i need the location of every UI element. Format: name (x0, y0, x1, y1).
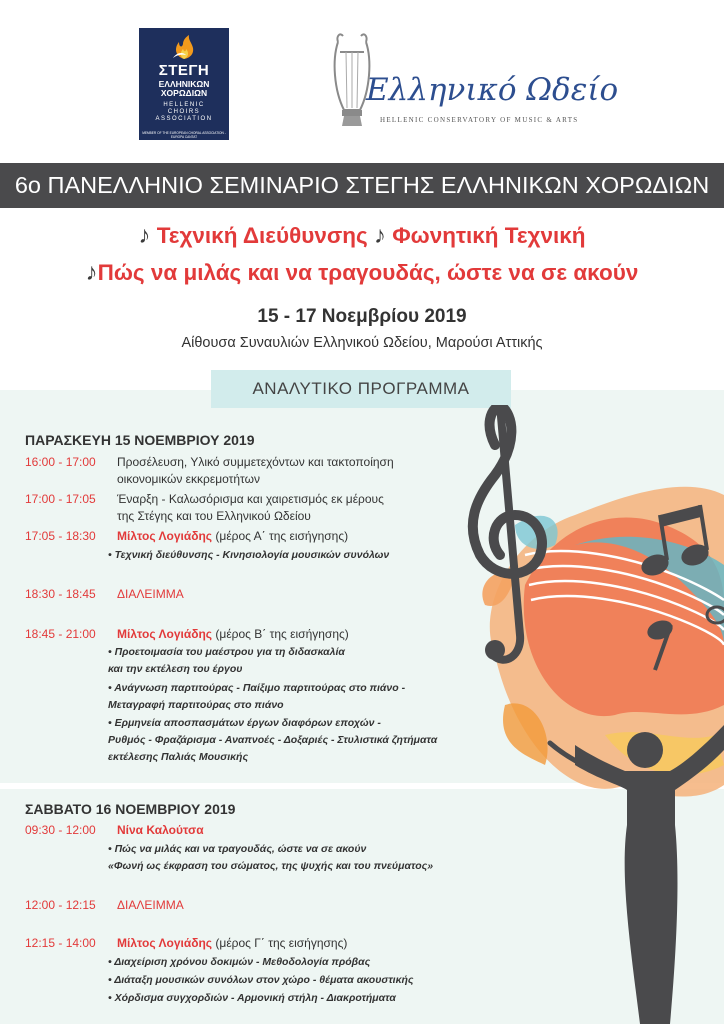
steghi-tagline: MEMBER OF THE EUROPEAN CHORAL ASSOCIATION - EUROPA CANTAT (142, 131, 226, 139)
odeio-logo (330, 30, 619, 140)
schedule-row (25, 626, 349, 643)
session-time: 16:00 - 17:00 (25, 455, 96, 469)
steghi-english: HELLENIC CHOIRS ASSOCIATION (155, 102, 213, 122)
music-note-icon: ♪ (138, 222, 151, 249)
topic-bullet-cont: και την εκτέλεση του έργου (108, 663, 243, 675)
session-desc-cont: οικονομικών εκκρεμοτήτων (117, 472, 260, 486)
subjects-line-1 (0, 222, 724, 250)
break-label: ΔΙΑΛΕΙΜΜΑ (117, 898, 184, 912)
schedule-row (25, 822, 204, 839)
speaker-name: Μίλτος Λογιάδης (117, 936, 213, 950)
topic-bullet: • Ερμηνεία αποσπασμάτων έργων διαφόρων εποχών - (108, 717, 381, 729)
music-note-icon: ♪ (373, 222, 386, 249)
topic-bullet: • Διάταξη μουσικών συνόλων στον χώρο - θέματα ακουστικής (108, 974, 414, 986)
steghi-title: ΣΤΕΓΗ (158, 62, 210, 79)
schedule-row (25, 897, 184, 914)
session-desc (117, 935, 347, 952)
session-desc (117, 626, 349, 643)
session-desc (117, 528, 348, 545)
topic-bullet-cont: «Φωνή ως έκφραση του σώματος, της ψυχής και του πνεύματος» (108, 860, 434, 872)
topic-bullet: • Πώς να μιλάς και να τραγουδάς, ώστε να σε ακούν (108, 843, 367, 855)
session-desc-cont: της Στέγης και του Ελληνικού Ωδείου (117, 509, 311, 523)
topic-bullet: • Διαχείριση χρόνου δοκιμών - Μεθοδολογία πρόβας (108, 956, 371, 968)
schedule-row (25, 491, 384, 508)
session-time: 17:00 - 17:05 (25, 492, 96, 506)
schedule-row (25, 528, 348, 545)
steghi-subtitle: ΕΛΛΗΝΙΚΩΝ ΧΟΡΩΔΙΩΝ (158, 79, 210, 98)
topic-bullet: • Ανάγνωση παρτιτούρας - Παίξιμο παρτιτούρας στο πιάνο - (108, 682, 406, 694)
break-label: ΔΙΑΛΕΙΜΜΑ (117, 587, 184, 601)
saturday-heading: ΣΑΒΒΑΤΟ 16 ΝΟΕΜΒΡΙΟΥ 2019 (25, 801, 236, 817)
session-desc: Έναρξη - Καλωσόρισμα και χαιρετισμός εκ μέρους (117, 492, 384, 506)
session-time: 18:45 - 21:00 (25, 627, 96, 641)
schedule-row (25, 586, 184, 603)
topic-bullet: • Τεχνική διεύθυνσης - Κινησιολογία μουσικών συνόλων (108, 549, 390, 561)
session-desc: Προσέλευση, Υλικό συμμετεχόντων και τακτοποίηση (117, 455, 394, 469)
session-part: (μέρος Β΄ της εισήγησης) (215, 627, 349, 641)
session-part: (μέρος Γ΄ της εισήγησης) (215, 936, 348, 950)
topic-bullet: • Χόρδισμα συγχορδιών - Αρμονική στήλη - Διακροτήματα (108, 992, 396, 1004)
session-time: 09:30 - 12:00 (25, 823, 96, 837)
steghi-logo (139, 28, 229, 140)
flame-icon (169, 34, 199, 60)
odeio-name: Ελληνικό Ωδείο (366, 72, 619, 108)
session-part: (μέρος Α΄ της εισήγησης) (215, 529, 349, 543)
speaker-name: Μίλτος Λογιάδης (117, 627, 213, 641)
subject-vocal: Φωνητική Τεχνική (392, 223, 586, 248)
odeio-subtitle: HELLENIC CONSERVATORY OF MUSIC & ARTS (380, 116, 579, 124)
seminar-title-banner: 6ο ΠΑΝΕΛΛΗΝΙΟ ΣΕΜΙΝΑΡΙΟ ΣΤΕΓΗΣ ΕΛΛΗΝΙΚΩΝ ΧΟΡΩΔΙΩΝ (0, 163, 724, 208)
topic-bullet-cont: εκτέλεσης Παλιάς Μουσικής (108, 751, 249, 763)
session-time: 18:30 - 18:45 (25, 587, 96, 601)
speaker-name: Νίνα Καλούτσα (117, 823, 204, 837)
schedule-row (25, 935, 347, 952)
session-time: 12:00 - 12:15 (25, 898, 96, 912)
topic-bullet-cont: Μεταγραφή παρτιτούρας στο πιάνο (108, 699, 284, 711)
session-time: 17:05 - 18:30 (25, 529, 96, 543)
subject-conducting: Τεχνική Διεύθυνσης (156, 223, 368, 248)
topic-bullet-cont: Ρυθμός - Φραζάρισμα - Αναπνοές - Δοξαριές - Στυλιστικά ζητήματα (108, 734, 438, 746)
session-desc (117, 822, 204, 839)
event-venue: Αίθουσα Συναυλιών Ελληνικού Ωδείου, Μαρούσι Αττικής (181, 335, 543, 351)
music-note-icon: ♪ (85, 259, 98, 286)
speaker-name: Μίλτος Λογιάδης (117, 529, 213, 543)
logos-area (0, 0, 724, 155)
event-dates: 15 - 17 Νοεμβρίου 2019 (257, 306, 467, 327)
schedule-row (25, 454, 394, 471)
topic-bullet: • Προετοιμασία του μαέστρου για τη διδασκαλία (108, 646, 345, 658)
subjects-line-2 (0, 259, 724, 287)
subject-speaking: Πώς να μιλάς και να τραγουδάς, ώστε να σε ακούν (97, 260, 639, 285)
program-heading: ΑΝΑΛΥΤΙΚΟ ΠΡΟΓΡΑΜΜΑ (211, 370, 511, 408)
friday-heading: ΠΑΡΑΣΚΕΥΗ 15 ΝΟΕΜΒΡΙΟΥ 2019 (25, 432, 255, 448)
music-artwork-illustration (455, 405, 724, 1024)
session-time: 12:15 - 14:00 (25, 936, 96, 950)
